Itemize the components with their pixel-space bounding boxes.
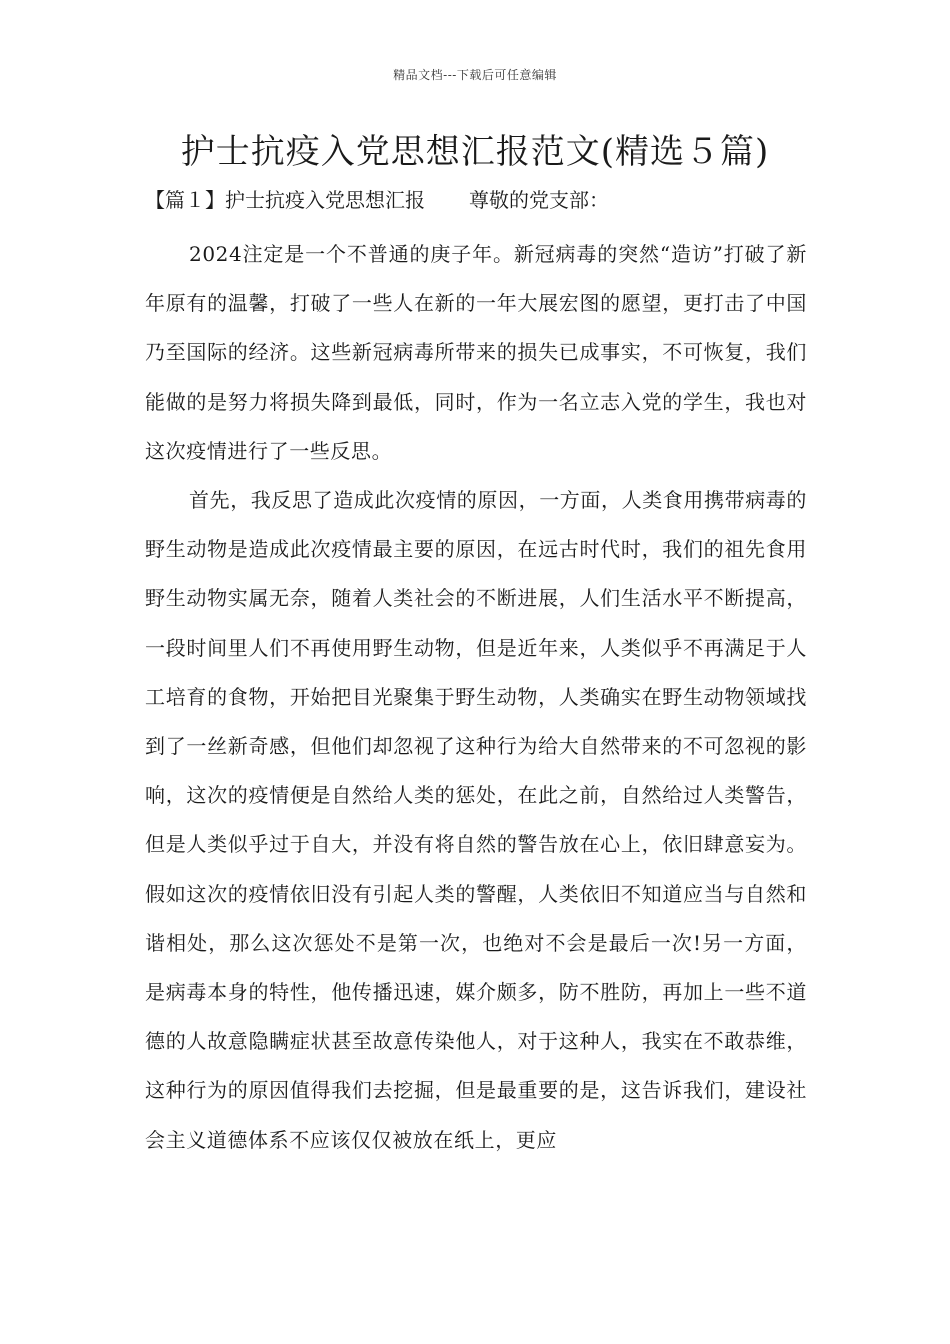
section-label: 【篇１】护士抗疫入党思想汇报 bbox=[145, 188, 425, 212]
paragraph: 2024注定是一个不普通的庚子年。新冠病毒的突然“造访”打破了新年原有的温馨，打破了一些人在新的一年大展宏图的愿望，更打击了中国乃至国际的经济。这些新冠病毒所带来的损失已成事实，不可恢复，我们能做的是努力将损失降到最低，同时，作为一名立志入党的学生，我也对这次疫情进行了一些反思。 bbox=[145, 242, 807, 463]
page-header-note: 精品文档---下载后可任意编辑 bbox=[393, 68, 557, 82]
document-title: 护士抗疫入党思想汇报范文(精选５篇) bbox=[180, 132, 770, 172]
document-body bbox=[145, 230, 807, 1165]
greeting: 尊敬的党支部： bbox=[469, 188, 609, 212]
paragraph: 首先，我反思了造成此次疫情的原因，一方面，人类食用携带病毒的野生动物是造成此次疫情最主要的原因，在远古时代时，我们的祖先食用野生动物实属无奈，随着人类社会的不断进展，人们生活水平不断提高，一段时间里人们不再使用野生动物，但是近年来，人类似乎不再满足于人工培育的食物，开始把目光聚集于野生动物，人类确实在野生动物领域找到了一丝新奇感，但他们却忽视了这种行为给大自然带来的不可忽视的影响，这次的疫情便是自然给人类的惩处，在此之前，自然给过人类警告，但是人类似乎过于自大，并没有将自然的警告放在心上，依旧肆意妄为。假如这次的疫情依旧没有引起人类的警醒，人类依旧不知道应当与自然和谐相处，那么这次惩处不是第一次，也绝对不会是最后一次!另一方面，是病毒本身的特性，他传播迅速，媒介颇多，防不胜防，再加上一些不道德的人故意隐瞒症状甚至故意传染他人，对于这种人，我实在不敢恭维，这种行为的原因值得我们去挖掘，但是最重要的是，这告诉我们，建设社会主义道德体系不应该仅仅被放在纸上，更应 bbox=[145, 488, 807, 1152]
section-heading-line bbox=[145, 184, 815, 216]
